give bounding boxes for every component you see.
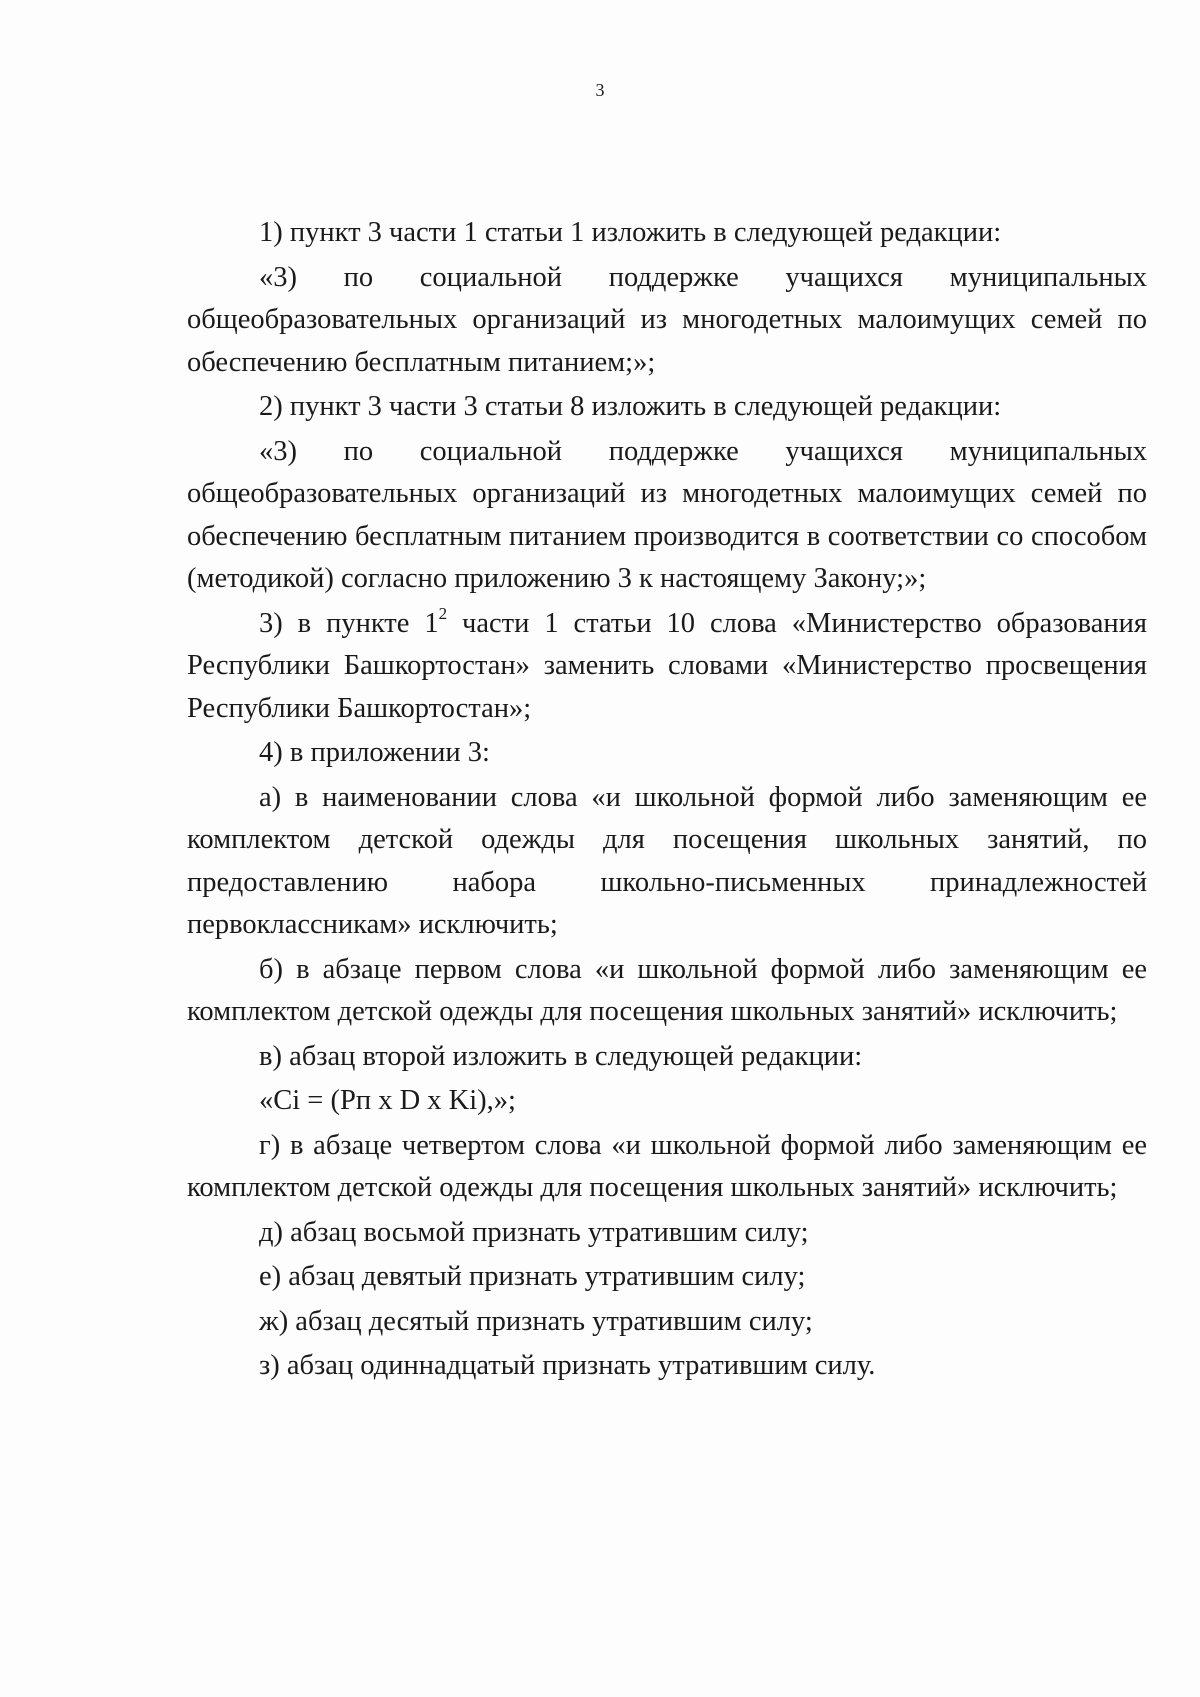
superscript-index: 2 [438,604,448,623]
paragraph-item-1-text: «3) по социальной поддержке учащихся муниципальных общеобразовательных организаций из многодетных малоимущих семей по обеспечению бесплатным питанием;»; [187,261,1147,378]
paragraph-item-4b: б) в абзаце первом слова «и школьной формой либо заменяющим ее комплектом детской одежды для посещения школьных занятий» исключить; [187,953,1147,1027]
page-number: 3 [595,80,605,100]
paragraph-item-2: 2) пункт 3 части 3 статьи 8 изложить в следующей редакции: [259,391,1002,422]
formula-line: «Ci = (Pп x D x Ki),»; [259,1085,516,1116]
paragraph-item-1: 1) пункт 3 части 1 статьи 1 изложить в следующей редакции: [259,217,1002,248]
document-body [187,212,1147,1390]
paragraph-item-4v: в) абзац второй изложить в следующей редакции: [259,1040,863,1072]
paragraph-item-4z: з) абзац одиннадцатый признать утратившим силу. [259,1350,876,1381]
paragraph-item-4a: а) в наименовании слова «и школьной формой либо заменяющим ее комплектом детской одежды для посещения школьных занятий, по предоставлению набора школьно-письменных принадлежностей первоклассникам» исключить; [187,781,1147,940]
paragraph-item-4g: г) в абзаце четвертом слова «и школьной формой либо заменяющим ее комплектом детской одежды для посещения школьных занятий» исключить; [187,1129,1147,1203]
paragraph-item-3-rest: части 1 статьи 10 слова «Министерство образования Республики Башкортостан» заменить словами «Министерство просвещения Республики Башкортостан»; [187,607,1147,724]
paragraph-item-4: 4) в приложении 3: [259,737,490,768]
paragraph-item-2-text: «3) по социальной поддержке учащихся муниципальных общеобразовательных организаций из многодетных малоимущих семей по обеспечению бесплатным питанием производится в соответствии со способом (методикой) согласно приложению 3 к настоящему Закону;»; [187,435,1147,594]
paragraph-item-4d: д) абзац восьмой признать утратившим силу; [259,1216,809,1248]
paragraph-item-3-lead: 3) в пункте 1 [259,607,439,639]
paragraph-item-4zh: ж) абзац десятый признать утратившим силу; [259,1305,813,1337]
paragraph-item-4e: е) абзац девятый признать утратившим силу; [259,1261,806,1292]
paragraph-item-3 [187,603,1147,731]
